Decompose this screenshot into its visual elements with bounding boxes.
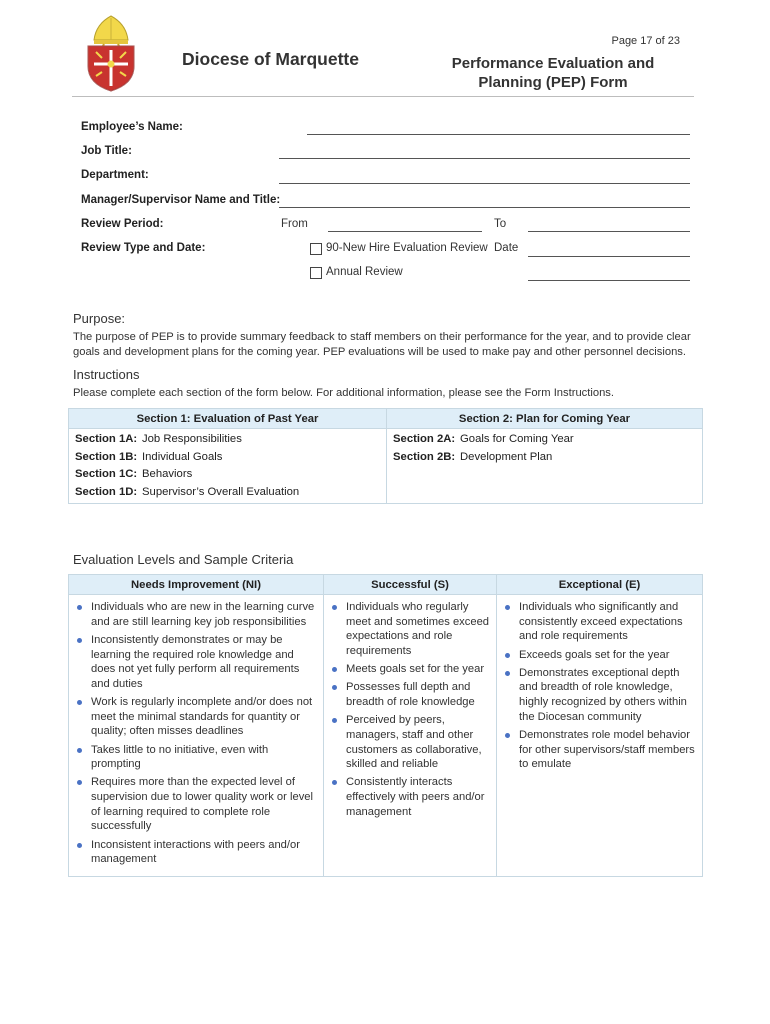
employee-name-label: Employee’s Name: (81, 121, 183, 133)
criteria-text: Demonstrates role model behavior for other supervisors/staff members to emulate (519, 728, 695, 771)
instructions-text: Please complete each section of the form below. For additional information, please see the Form Instructions. (73, 387, 615, 399)
bullet-icon (505, 605, 510, 610)
criteria-item (503, 666, 698, 725)
bullet-icon (77, 638, 82, 643)
manager-label: Manager/Supervisor Name and Title: (81, 194, 281, 206)
bullet-icon (77, 605, 82, 610)
criteria-item (75, 633, 319, 692)
exceptional-header: Exceptional (E) (497, 575, 703, 595)
criteria-text: Individuals who regularly meet and sometimes exceed expectations and role requirements (346, 601, 490, 658)
criteria-text: Perceived by peers, managers, staff and other customers as collaborative, skilled and reliable (346, 714, 482, 771)
department-field[interactable] (279, 183, 690, 184)
review-period-label: Review Period: (81, 218, 164, 230)
section-key: Section 1D: (75, 485, 138, 498)
successful-header: Successful (S) (324, 575, 497, 595)
needs-improvement-header: Needs Improvement (NI) (69, 575, 324, 595)
criteria-item (330, 662, 492, 677)
section1-header: Section 1: Evaluation of Past Year (69, 409, 387, 429)
section-row (393, 449, 696, 467)
bullet-icon (77, 700, 82, 705)
form-title (418, 54, 688, 92)
bullet-icon (77, 748, 82, 753)
section-row (75, 466, 380, 484)
section1-cell (69, 429, 387, 504)
instructions-heading: Instructions (73, 367, 140, 382)
criteria-text: Work is regularly incomplete and/or does not meet the minimal standards for quantity or quality; often misses deadlines (91, 696, 313, 738)
section-key: Section 2B: (393, 450, 456, 463)
job-title-field[interactable] (279, 158, 690, 159)
criteria-item (330, 713, 492, 772)
page-number: Page 17 of 23 (611, 35, 680, 47)
section-key: Section 1A: (75, 433, 138, 445)
criteria-item (330, 600, 492, 659)
bullet-icon (332, 780, 337, 785)
section-row (75, 449, 380, 467)
header-divider (72, 96, 694, 97)
purpose-heading: Purpose: (73, 311, 126, 326)
criteria-item (75, 775, 319, 834)
annual-review-label: Annual Review (326, 266, 403, 278)
criteria-text: Exceeds goals set for the year (519, 648, 670, 661)
criteria-item (503, 600, 698, 644)
bullet-icon (77, 780, 82, 785)
purpose-text: The purpose of PEP is to provide summary feedback to staff members on their performance for the year, and to provide clear goals and development plans for the coming year. PEP evaluations will be used to make pay and other personnel decisions. (73, 331, 691, 358)
successful-list (330, 600, 492, 819)
job-title-label: Job Title: (81, 145, 132, 157)
to-label: To (494, 218, 507, 230)
needs-improvement-list (75, 600, 319, 867)
evaluation-levels-table (68, 574, 703, 877)
review-type-label: Review Type and Date: (81, 242, 206, 254)
criteria-item (503, 648, 698, 663)
criteria-item (330, 680, 492, 709)
criteria-item (75, 695, 319, 739)
review-date-field[interactable] (528, 256, 690, 257)
bullet-icon (77, 843, 82, 848)
criteria-text: Inconsistently demonstrates or may be learning the required role knowledge and does not yet fully perform all requirements and duties (91, 633, 300, 690)
criteria-item (330, 775, 492, 819)
manager-field[interactable] (279, 207, 690, 208)
criteria-text: Takes little to no initiative, even with prompting (91, 743, 269, 771)
bullet-icon (505, 733, 510, 738)
department-label: Department: (81, 169, 149, 181)
review-period-to-field[interactable] (528, 231, 690, 232)
bullet-icon (332, 605, 337, 610)
section2-cell (387, 429, 703, 504)
form-title-line1: Performance Evaluation and (451, 55, 655, 72)
exceptional-cell (497, 595, 703, 877)
diocese-crest-logo (82, 14, 140, 92)
criteria-text: Possesses full depth and breadth of role knowledge (346, 681, 475, 708)
evaluation-levels-heading: Evaluation Levels and Sample Criteria (73, 552, 294, 567)
employee-name-field[interactable] (307, 134, 690, 135)
review-period-from-field[interactable] (328, 231, 482, 232)
organization-name: Diocese of Marquette (182, 49, 359, 69)
criteria-text: Demonstrates exceptional depth and breadth of role knowledge, highly recognized by others within the Diocesan community (519, 666, 687, 723)
section-value: Development Plan (460, 450, 553, 463)
criteria-text: Individuals who significantly and consistently exceed expectations and role requirements (519, 601, 683, 643)
bullet-icon (332, 685, 337, 690)
section-value: Individual Goals (142, 450, 223, 463)
criteria-text: Meets goals set for the year (346, 663, 485, 676)
bullet-icon (505, 653, 510, 658)
criteria-text: Consistently interacts effectively with peers and/or management (346, 776, 485, 818)
needs-improvement-cell (69, 595, 324, 877)
bullet-icon (332, 667, 337, 672)
criteria-text: Requires more than the expected level of supervision due to lower quality work or level of learning required to complete role successfully (91, 776, 313, 833)
from-label: From (281, 218, 308, 230)
form-title-line2: Planning (PEP) Form (478, 74, 628, 91)
section-key: Section 2A: (393, 433, 456, 445)
section-row (393, 431, 696, 449)
criteria-item (503, 728, 698, 772)
criteria-item (75, 743, 319, 772)
bullet-icon (332, 718, 337, 723)
section-row (75, 484, 380, 502)
section-value: Supervisor’s Overall Evaluation (142, 485, 300, 498)
section-value: Job Responsibilities (142, 433, 242, 445)
section-row (75, 431, 380, 449)
section-value: Behaviors (142, 468, 193, 480)
section-value: Goals for Coming Year (460, 433, 574, 445)
section-key: Section 1B: (75, 450, 138, 463)
exceptional-list (503, 600, 698, 772)
criteria-text: Inconsistent interactions with peers and/or management (91, 838, 300, 866)
90-day-review-label: 90-New Hire Evaluation Review (326, 242, 488, 254)
annual-review-checkbox[interactable] (310, 267, 322, 279)
date-label: Date (494, 242, 519, 254)
section2-header: Section 2: Plan for Coming Year (387, 409, 703, 429)
criteria-item (75, 838, 319, 867)
criteria-text: Individuals who are new in the learning curve and are still learning key job responsibilities (91, 601, 315, 628)
section-key: Section 1C: (75, 468, 138, 480)
successful-cell (324, 595, 497, 877)
annual-review-date-field[interactable] (528, 280, 690, 281)
90-day-review-checkbox[interactable] (310, 243, 322, 255)
criteria-item (75, 600, 319, 629)
sections-table (68, 408, 703, 504)
bullet-icon (505, 671, 510, 676)
